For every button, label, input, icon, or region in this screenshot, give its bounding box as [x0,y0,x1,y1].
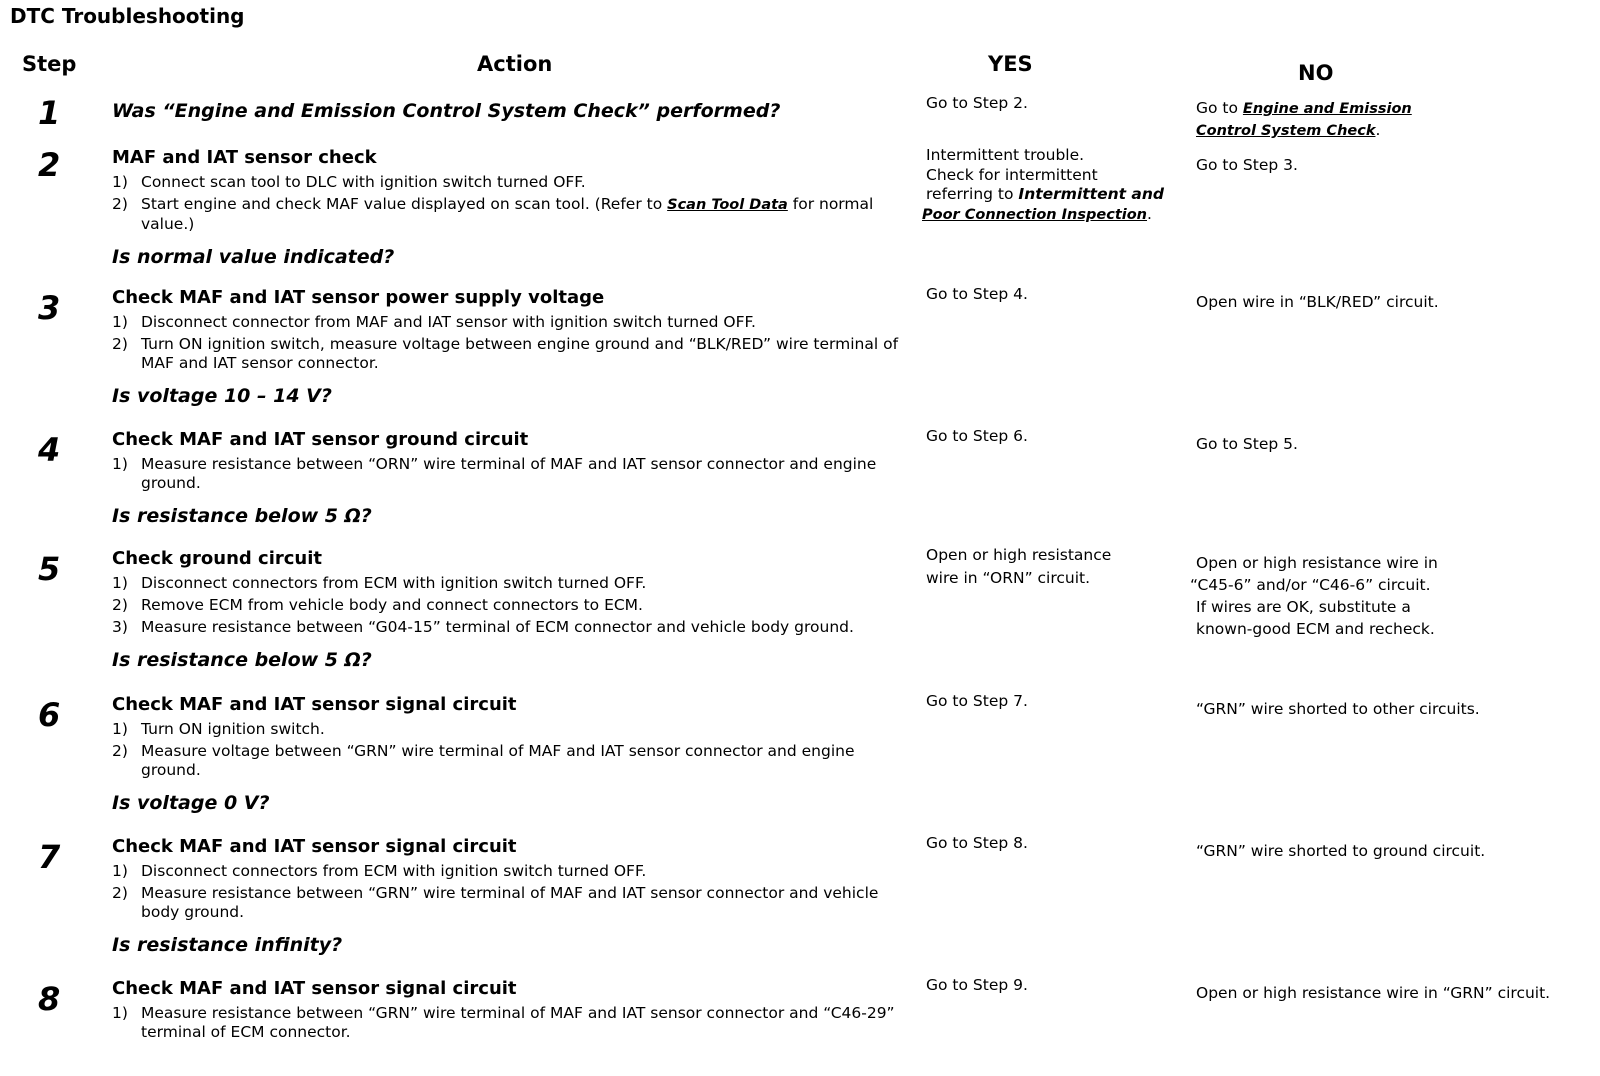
link-scan-tool-data[interactable]: Scan Tool Data [667,197,788,213]
step-title: Was “Engine and Emission Control System Check” performed? [112,100,781,122]
step-yes: Go to Step 4. [926,285,1028,303]
step-no [1196,98,1596,142]
step-question: Is resistance below 5 Ω? [112,505,372,527]
header-yes: YES [988,52,1033,76]
step-yes: Go to Step 2. [926,94,1028,112]
step-action [112,835,912,956]
step-title: Check MAF and IAT sensor signal circuit [112,694,517,715]
step-no: Go to Step 5. [1196,435,1298,453]
substep-1: 1) Measure resistance between “ORN” wire terminal of MAF and IAT sensor connector and engine ground. [112,455,877,492]
step-action [112,428,912,527]
substep-1: 1) Connect scan tool to DLC with ignition switch turned OFF. [112,173,586,191]
step-question: Is resistance infinity? [112,934,343,956]
substep-2: 2) Measure resistance between “GRN” wire terminal of MAF and IAT sensor connector and vehicle body ground. [112,884,879,921]
step-no: Open or high resistance wire in “GRN” circuit. [1196,984,1551,1002]
document-title: DTC Troubleshooting [10,4,245,28]
substep-2: 2) Remove ECM from vehicle body and connect connectors to ECM. [112,596,643,614]
step-question: Is normal value indicated? [112,246,395,268]
substep-1: 1) Disconnect connectors from ECM with ignition switch turned OFF. [112,574,647,592]
step-title: Check MAF and IAT sensor signal circuit [112,836,517,857]
step-no: Open wire in “BLK/RED” circuit. [1196,293,1439,311]
link-engine-emission-check-2[interactable]: Control System Check [1196,123,1376,139]
step-number: 2 [38,146,61,184]
step-no: “GRN” wire shorted to ground circuit. [1196,842,1486,860]
link-intermittent[interactable]: Intermittent and [1018,185,1165,203]
step-number: 6 [38,696,61,734]
step-no: Go to Step 3. [1196,156,1298,174]
substep-1: 1) Disconnect connectors from ECM with ignition switch turned OFF. [112,862,647,880]
step-title: Check MAF and IAT sensor power supply voltage [112,287,605,308]
step-yes: Go to Step 7. [926,692,1028,710]
step-action [112,693,912,814]
substep-1: 1) Disconnect connector from MAF and IAT sensor with ignition switch turned OFF. [112,313,756,331]
step-number: 1 [38,94,61,132]
step-title: Check ground circuit [112,548,323,569]
step-number: 7 [38,838,61,876]
substep-2: 2) Turn ON ignition switch, measure voltage between engine ground and “BLK/RED” wire terminal of MAF and IAT sensor connector. [112,335,899,372]
step-action [112,547,912,671]
step-yes: Go to Step 8. [926,834,1028,852]
step-yes: Go to Step 6. [926,427,1028,445]
substep-2: 2) Measure voltage between “GRN” wire terminal of MAF and IAT sensor connector and engine ground. [112,742,855,779]
step-question: Is voltage 10 – 14 V? [112,385,332,407]
step-question: Is voltage 0 V? [112,792,270,814]
step-no: “GRN” wire shorted to other circuits. [1196,700,1480,718]
step-question: Is resistance below 5 Ω? [112,649,372,671]
step-number: 8 [38,980,61,1018]
no-suffix: . [1375,121,1381,139]
substep-1: 1) Measure resistance between “GRN” wire terminal of MAF and IAT sensor connector and “C46-29” terminal of ECM connector. [112,1004,895,1041]
step-action [112,99,912,123]
step-action [112,977,912,1042]
substep-1: 1) Turn ON ignition switch. [112,720,325,738]
step-action [112,286,912,407]
step-title: Check MAF and IAT sensor signal circuit [112,978,517,999]
step-title: Check MAF and IAT sensor ground circuit [112,429,529,450]
step-title: MAF and IAT sensor check [112,147,377,168]
header-step: Step [22,52,77,76]
header-no: NO [1298,61,1334,85]
step-number: 4 [38,431,61,469]
step-number: 5 [38,550,61,588]
step-no: Open or high resistance wire in “C45-6” and/or “C46-6” circuit. If wires are OK, substitute a known-good ECM and recheck. [1190,554,1438,638]
link-engine-emission-check[interactable]: Engine and Emission [1242,101,1412,117]
step-yes: Go to Step 9. [926,976,1028,994]
step-yes: Open or high resistance wire in “ORN” circuit. [926,546,1112,587]
link-poor-connection-inspection[interactable]: Poor Connection Inspection [922,206,1148,223]
step-yes: Intermittent trouble. Check for intermittent referring to Intermittent and Poor Connection Inspection. [922,146,1165,223]
step-number: 3 [38,289,61,327]
no-prefix: Go to [1196,99,1243,117]
substep-2: 2) Start engine and check MAF value displayed on scan tool. (Refer to Scan Tool Data for normal value.) [112,195,874,233]
substep-3: 3) Measure resistance between “G04-15” terminal of ECM connector and vehicle body ground. [112,618,854,636]
header-action: Action [477,52,553,76]
step-action [112,146,912,268]
